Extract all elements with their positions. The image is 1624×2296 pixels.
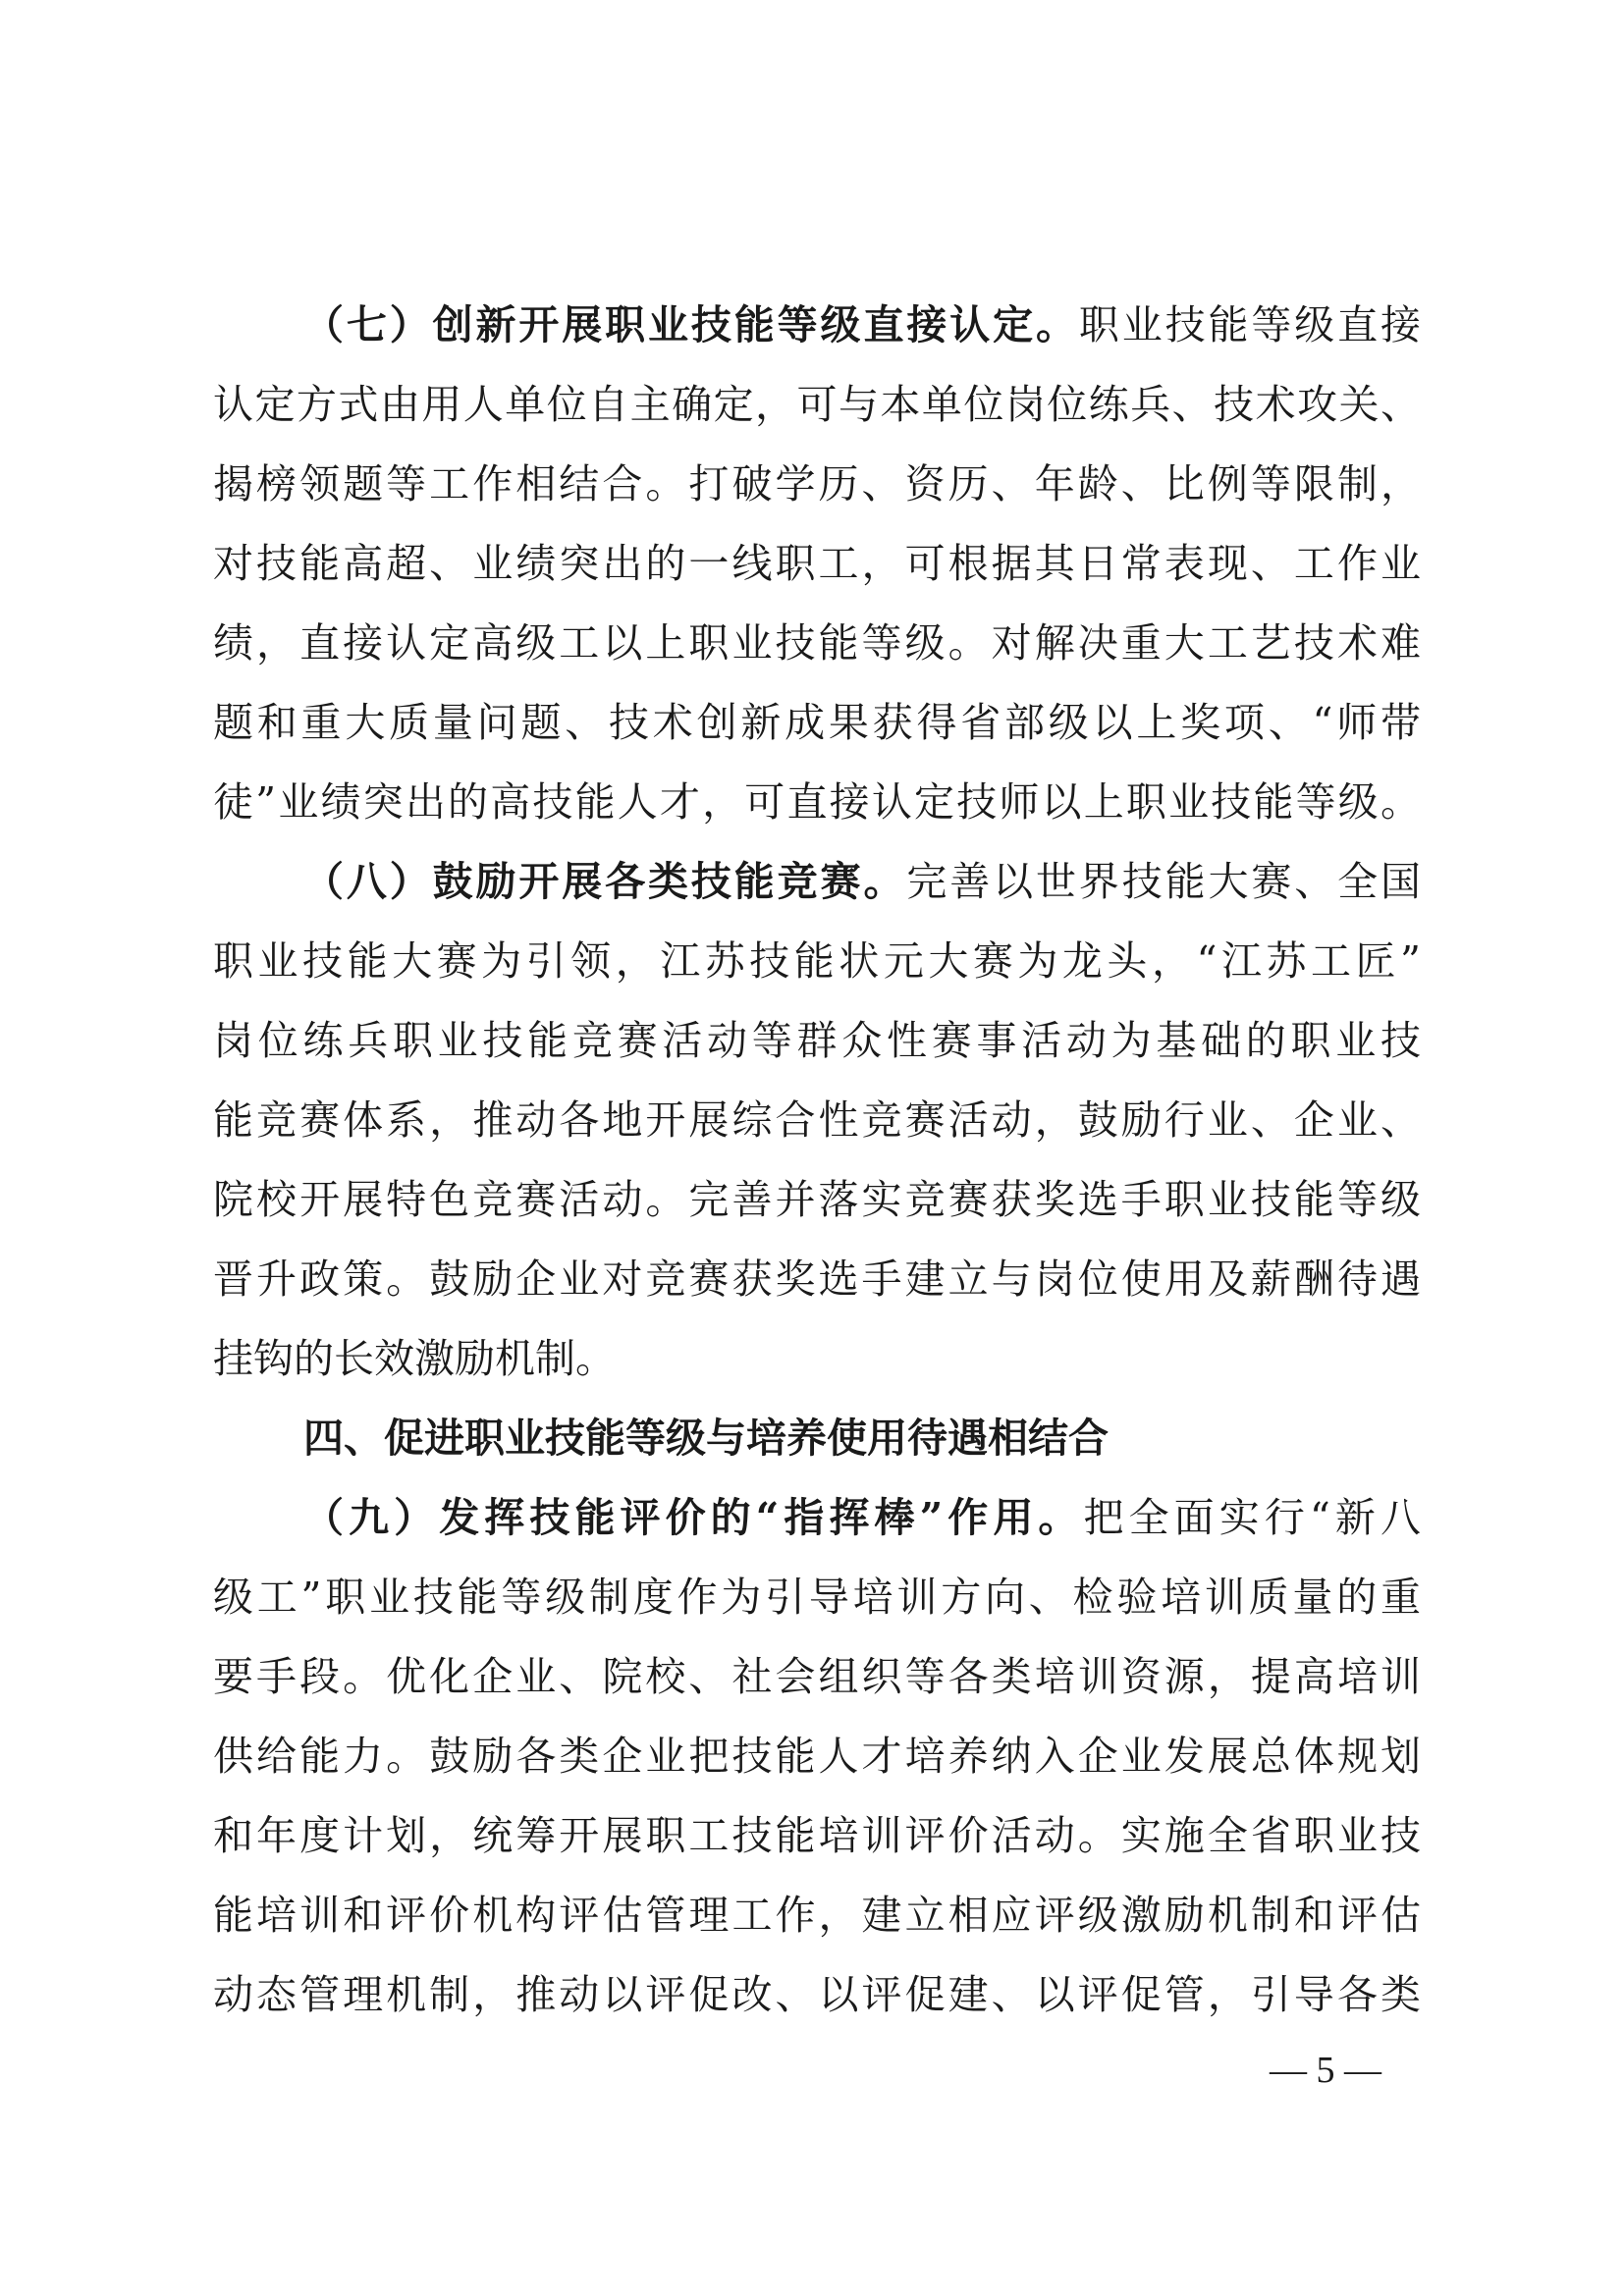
paragraph-8-line-7: 挂钩的长效激励机制。 (213, 1335, 616, 1382)
paragraph-7-text: 职业技能等级直接 (1078, 301, 1422, 348)
section-4-heading: 四、促进职业技能等级与培养使用待遇相结合 (303, 1415, 1109, 1462)
paragraph-9-title: （九）发挥技能评价的“指挥棒”作用。 (303, 1494, 1084, 1541)
paragraph-8-line-4: 能竞赛体系，推动各地开展综合性竞赛活动，鼓励行业、企业、 (213, 1096, 1421, 1144)
paragraph-8-line-3: 岗位练兵职业技能竞赛活动等群众性赛事活动为基础的职业技 (213, 1017, 1421, 1064)
paragraph-7-line-4: 对技能高超、业绩突出的一线职工，可根据其日常表现、工作业 (213, 540, 1421, 587)
paragraph-9-line-1 (303, 1493, 1421, 1542)
paragraph-9-line-4: 供给能力。鼓励各类企业把技能人才培养纳入企业发展总体规划 (213, 1733, 1421, 1780)
paragraph-7-line-6: 题和重大质量问题、技术创新成果获得省部级以上奖项、“师带 (213, 699, 1421, 746)
paragraph-7-line-7: 徒”业绩突出的高技能人才，可直接认定技师以上职业技能等级。 (213, 778, 1421, 826)
page-number: — 5 — (1270, 2050, 1381, 2091)
paragraph-9-line-6: 能培训和评价机构评估管理工作，建立相应评级激励机制和评估 (213, 1892, 1421, 1939)
paragraph-8-line-5: 院校开展特色竞赛活动。完善并落实竞赛获奖选手职业技能等级 (213, 1176, 1421, 1223)
paragraph-9-line-5: 和年度计划，统筹开展职工技能培训评价活动。实施全省职业技 (213, 1812, 1421, 1859)
paragraph-7-line-2: 认定方式由用人单位自主确定，可与本单位岗位练兵、技术攻关、 (213, 381, 1421, 428)
paragraph-8-line-6: 晋升政策。鼓励企业对竞赛获奖选手建立与岗位使用及薪酬待遇 (213, 1255, 1421, 1303)
paragraph-8-title: （八）鼓励开展各类技能竞赛。 (303, 858, 907, 905)
paragraph-9-line-3: 要手段。优化企业、院校、社会组织等各类培训资源，提高培训 (213, 1653, 1421, 1700)
paragraph-9-line-2: 级工”职业技能等级制度作为引导培训方向、检验培训质量的重 (213, 1574, 1421, 1621)
paragraph-7-line-5: 绩，直接认定高级工以上职业技能等级。对解决重大工艺技术难 (213, 619, 1421, 667)
paragraph-8-line-1 (303, 857, 1421, 906)
paragraph-8-line-2: 职业技能大赛为引领，江苏技能状元大赛为龙头，“江苏工匠” (213, 937, 1421, 985)
paragraph-9-line-7: 动态管理机制，推动以评促改、以评促建、以评促管，引导各类 (213, 1971, 1421, 2018)
paragraph-7-line-1 (303, 300, 1421, 349)
paragraph-8-text: 完善以世界技能大赛、全国 (906, 858, 1422, 905)
paragraph-7-line-3: 揭榜领题等工作相结合。打破学历、资历、年龄、比例等限制， (213, 460, 1421, 507)
paragraph-7-title: （七）创新开展职业技能等级直接认定。 (303, 301, 1079, 348)
paragraph-9-text: 把全面实行“新八 (1083, 1494, 1421, 1541)
